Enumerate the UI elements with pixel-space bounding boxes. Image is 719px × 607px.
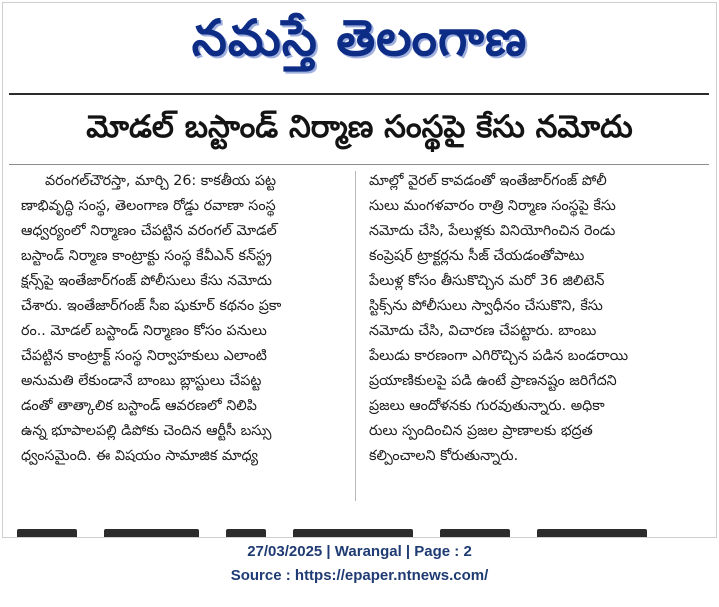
column-line: కల్పించాలని కోరుతున్నారు. xyxy=(369,448,519,464)
article-column-right xyxy=(369,169,695,469)
date-edition-line: 27/03/2025 | Warangal | Page : 2 xyxy=(247,543,472,560)
column-line: సులు మంగళవారం రాత్రి నిర్మాణ సంస్థపై కేసు xyxy=(369,198,616,214)
column-line: పేలుళ్ల కోసం తీసుకొచ్చిన మరో 36 జిలిటెన్ xyxy=(369,273,605,289)
headline-top-rule xyxy=(9,93,709,95)
cropped-glyph-block xyxy=(104,529,199,537)
column-line: పేలుడు కారణంగా ఎగిరొచ్చిన పడిన బండరాయి xyxy=(369,348,629,364)
column-line: నమోదు చేసి, విచారణ చేపట్టారు. బాంబు xyxy=(369,323,597,339)
column-line: వరంగల్‌చౌరస్తా, మార్చి 26: కాకతీయ పట్ట xyxy=(45,173,277,189)
cropped-glyph-block xyxy=(440,529,510,537)
masthead-logo: నమస్తే తెలంగాణ xyxy=(191,8,528,67)
masthead xyxy=(3,3,716,85)
column-line: చేపట్టిన కాంట్రాక్ట్ సంస్థ నిర్వాహకులు ఎలాంటి xyxy=(21,348,267,364)
column-line: రులు స్పందించిన ప్రజల ప్రాణాలకు భద్రత xyxy=(369,423,593,439)
article-headline: మోడల్ బస్టాండ్ నిర్మాణ సంస్థపై కేసు నమోదు xyxy=(86,108,633,145)
column-line: కంప్రెషర్ ట్రాక్టర్లను సీజ్ చేయడంతోపాటు xyxy=(369,248,585,264)
column-line: బస్టాండ్ నిర్మాణ కాంట్రాక్టు సంస్థ కేవీఎన్ కన్‌స్ట్ర xyxy=(21,248,272,264)
column-divider xyxy=(355,171,356,501)
column-line: మాల్లో వైరల్ కావడంతో ఇంతేజార్‌గంజ్ పోలీ xyxy=(369,173,607,189)
column-line: ధ్వంసమైంది. ఈ విషయం సామాజిక మాధ్య xyxy=(21,448,259,464)
column-line: చేశారు. ఇంతేజార్‌గంజ్ సీఐ షుకూర్ కథనం ప్రకా xyxy=(21,298,282,314)
cropped-glyph-block xyxy=(537,529,647,537)
source-footer xyxy=(0,540,719,588)
column-line: రం.. మోడల్ బస్టాండ్ నిర్మాణం కోసం పనులు xyxy=(21,323,267,339)
column-line: ప్రజలు ఆందోళనకు గురవుతున్నారు. అధికా xyxy=(369,398,605,414)
column-line: అనుమతి లేకుండానే బాంబు బ్లాస్టులు చేపట్ట xyxy=(21,373,262,389)
headline-bottom-rule xyxy=(9,164,709,165)
column-line: స్టిక్స్‌ను పోలీసులు స్వాధీనం చేసుకొని, కేసు xyxy=(369,298,603,314)
cropped-glyph-block xyxy=(226,529,266,537)
newspaper-clipping xyxy=(2,2,717,538)
cropped-glyph-block xyxy=(293,529,413,537)
column-line: ఆధ్వర్యంలో నిర్మాణం చేపట్టిన వరంగల్ మోడల్ xyxy=(21,223,277,239)
article-column-left xyxy=(21,169,347,469)
column-line: ణాభివృద్ధి సంస్థ, తెలంగాణ రోడ్డు రవాణా సంస్థ xyxy=(21,198,276,214)
column-line: క్షన్స్‌పై ఇంతేజార్‌గంజ్ పోలీసులు కేసు నమోదు xyxy=(21,273,272,289)
column-line: నమోదు చేసి, పేలుళ్లకు వినియోగించిన రెండు xyxy=(369,223,616,239)
cropped-next-headline xyxy=(17,523,707,537)
column-line: ప్రయాణికులపై పడి ఉంటే ప్రాణనష్టం జరిగేదని xyxy=(369,373,617,389)
cropped-glyph-block xyxy=(17,529,77,537)
column-line: డంతో తాత్కాలిక బస్టాండ్ ఆవరణలో నిలిపి xyxy=(21,398,257,414)
column-line: ఉన్న భూపాలపల్లి డిపోకు చెందిన ఆర్టీసీ బస్సు xyxy=(21,423,272,439)
source-url-line: Source : https://epaper.ntnews.com/ xyxy=(230,567,489,584)
